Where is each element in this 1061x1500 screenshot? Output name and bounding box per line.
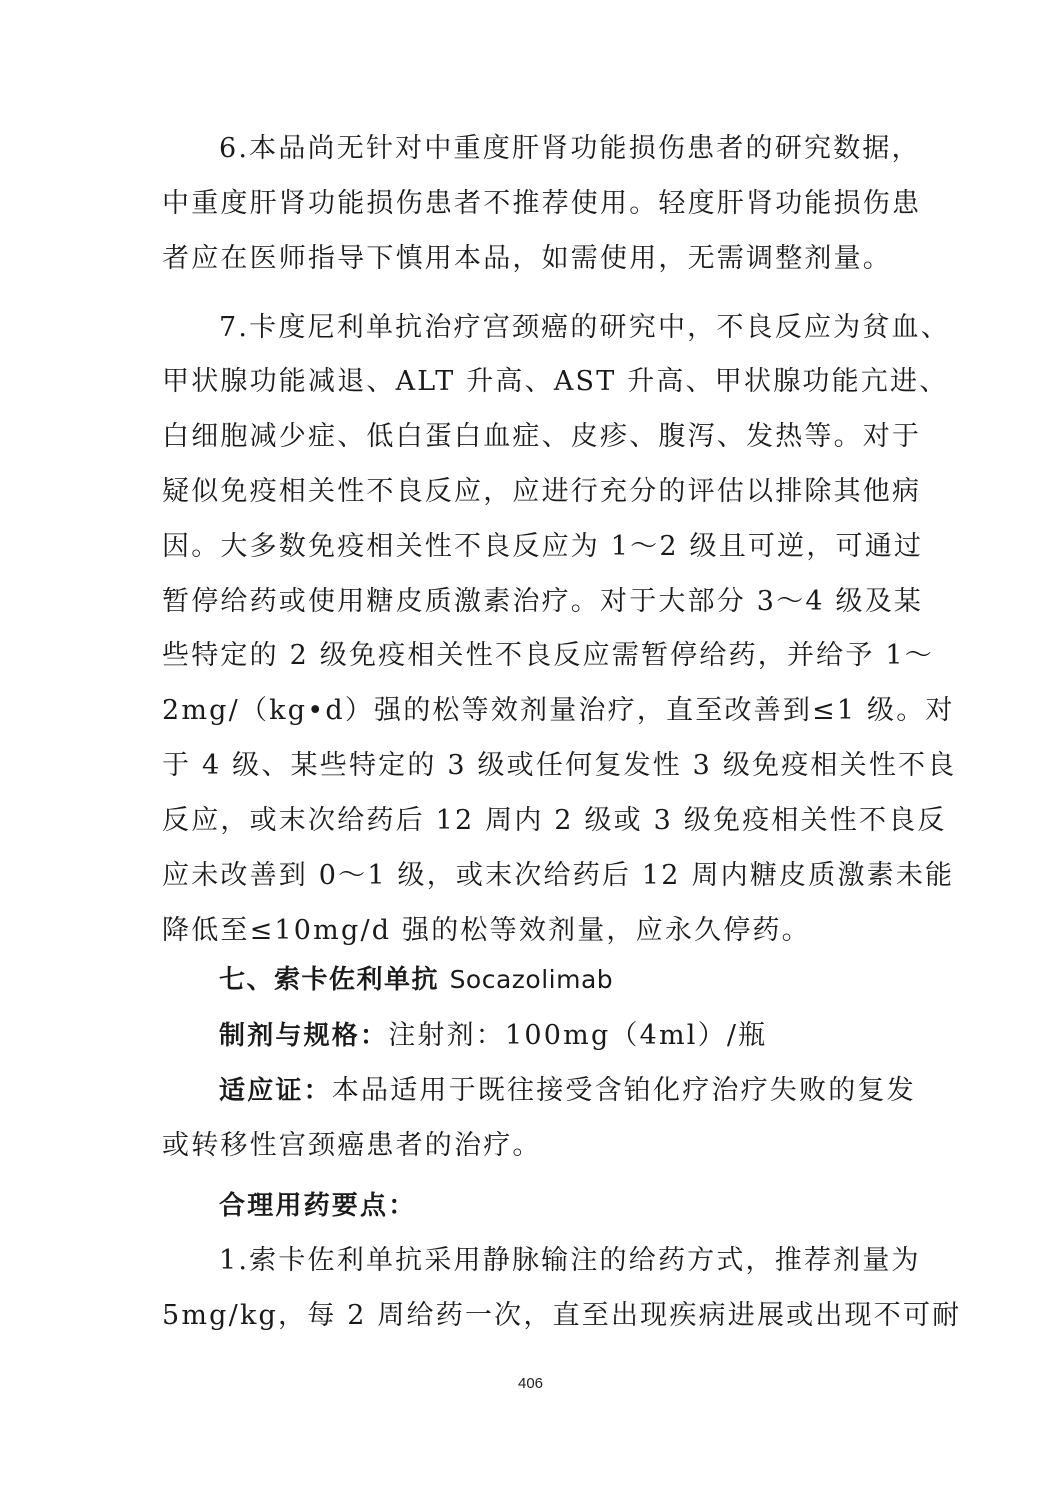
section-7-line-11: 应未改善到 0～1 级，或末次给药后 12 周内糖皮质激素未能 (162, 860, 955, 891)
key-points-line-2: 5mg/kg，每 2 周给药一次，直至出现疾病进展或出现不可耐 (162, 1300, 962, 1331)
section-7-line-4: 疑似免疫相关性不良反应，应进行充分的评估以排除其他病 (162, 476, 922, 507)
section-7-line-8: 2mg/（kg•d）强的松等效剂量治疗，直至改善到≤1 级。对 (162, 695, 955, 726)
formulation-line (219, 1018, 767, 1054)
section-7-line-1: 7.卡度尼利单抗治疗宫颈癌的研究中，不良反应为贫血、 (219, 312, 950, 343)
drug-heading-cn: 七、索卡佐利单抗 (219, 965, 450, 995)
section-7-line-7: 些特定的 2 级免疫相关性不良反应需暂停给药，并给予 1～ (162, 640, 934, 671)
section-7-line-5: 因。大多数免疫相关性不良反应为 1～2 级且可逆，可通过 (162, 531, 924, 562)
indication-line-2: 或转移性宫颈癌患者的治疗。 (162, 1130, 542, 1161)
key-points-heading: 合理用药要点： (219, 1191, 417, 1221)
section-7-line-9: 于 4 级、某些特定的 3 级或任何复发性 3 级免疫相关性不良 (162, 750, 957, 781)
section-7-line-6: 暂停给药或使用糖皮质激素治疗。对于大部分 3～4 级及某 (162, 586, 924, 617)
section-6-line-1: 6.本品尚无针对中重度肝肾功能损伤患者的研究数据， (219, 133, 921, 164)
key-points-line-1: 1.索卡佐利单抗采用静脉输注的给药方式，推荐剂量为 (219, 1245, 921, 1276)
section-6-line-2: 中重度肝肾功能损伤患者不推荐使用。轻度肝肾功能损伤患 (162, 188, 922, 219)
formulation-value: 注射剂：100mg（4ml）/瓶 (388, 1020, 768, 1051)
section-7-line-2: 甲状腺功能减退、ALT 升高、AST 升高、甲状腺功能亢进、 (162, 366, 949, 397)
indication-line-1 (219, 1073, 916, 1109)
page-number: 406 (517, 1375, 544, 1392)
drug-heading (219, 962, 613, 998)
section-7-line-10: 反应，或末次给药后 12 周内 2 级或 3 级免疫相关性不良反 (162, 805, 947, 836)
section-7-line-12: 降低至≤10mg/d 强的松等效剂量，应永久停药。 (162, 915, 811, 946)
section-7-line-3: 白细胞减少症、低白蛋白血症、皮疹、腹泻、发热等。对于 (162, 421, 922, 452)
indication-text-1: 本品适用于既往接受含铂化疗治疗失败的复发 (331, 1075, 916, 1106)
formulation-label: 制剂与规格： (219, 1021, 389, 1051)
drug-heading-en: Socazolimab (449, 965, 614, 994)
indication-label: 适应证： (219, 1076, 332, 1106)
section-6-line-3: 者应在医师指导下慎用本品，如需使用，无需调整剂量。 (162, 243, 892, 274)
